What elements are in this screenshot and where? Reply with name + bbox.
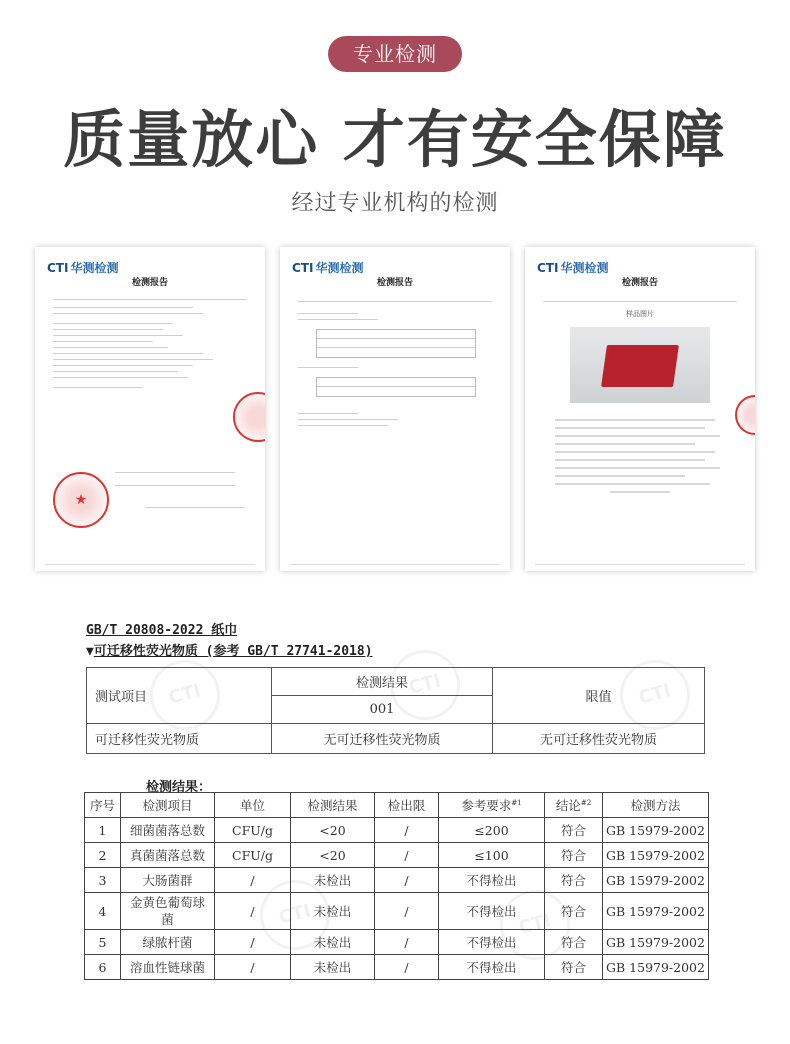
table-row: 3 大肠菌群 / 未检出 / 不得检出 符合 GB 15979-2002 [85, 868, 709, 893]
table-row: 1 细菌菌落总数 CFU/g <20 / ≤200 符合 GB 15979-2002 [85, 818, 709, 843]
row-test-result: 无可迁移性荧光物质 [272, 724, 493, 754]
standard-title: GB/T 20808-2022 纸巾 [86, 623, 238, 638]
header-limit: 限值 [493, 668, 705, 724]
watermark: CTI [142, 652, 228, 738]
sample-photo-label: 样品图片 [626, 310, 654, 318]
header-sample-id: 001 [272, 696, 493, 724]
table-row: 6 溶血性链球菌 / 未检出 / 不得检出 符合 GB 15979-2002 [85, 955, 709, 980]
table-row: 4 金黄色葡萄球菌 / 未检出 / 不得检出 符合 GB 15979-2002 [85, 893, 709, 930]
col-result: 检测结果 [291, 793, 375, 818]
official-stamp-partial [735, 395, 755, 435]
col-item: 检测项目 [121, 793, 215, 818]
watermark: CTI [382, 642, 468, 728]
table-row: 2 真菌菌落总数 CFU/g <20 / ≤100 符合 GB 15979-2002 [85, 843, 709, 868]
col-ref: 参考要求$^{\#1}$ [439, 793, 545, 818]
col-conclusion: 结论$^{\#2}$ [545, 793, 603, 818]
watermark: CTI [252, 872, 338, 958]
header-test-item: 测试项目 [87, 668, 272, 724]
watermark: CTI [612, 652, 698, 738]
table-row: 5 绿脓杆菌 / 未检出 / 不得检出 符合 GB 15979-2002 [85, 930, 709, 955]
report-card-cover [35, 247, 265, 571]
report-card-fluorescence [280, 247, 510, 571]
page-subline: 经过专业机构的检测 [291, 191, 499, 216]
official-stamp: ★ [53, 472, 109, 528]
report-title: 检测报告 [376, 278, 413, 288]
fluorescence-table [86, 667, 705, 754]
report-title: 检测报告 [621, 278, 658, 288]
page-headline: 质量放心 才有安全保障 [63, 103, 727, 176]
col-no: 序号 [85, 793, 121, 818]
report-card-sample-photo [525, 247, 755, 571]
report-title: 检测报告 [131, 278, 168, 288]
row-limit: 无可迁移性荧光物质 [493, 724, 705, 754]
col-method: 检测方法 [603, 793, 709, 818]
col-limit: 检出限 [375, 793, 439, 818]
cti-logo: CTI 华测检测 [537, 261, 609, 275]
red-paper-sample [601, 345, 679, 387]
section-badge: 专业检测 [328, 36, 462, 72]
microbial-results-table [84, 792, 709, 980]
cti-logo: CTI 华测检测 [292, 261, 364, 275]
cti-logo: CTI 华测检测 [47, 261, 119, 275]
results-label: 检测结果： [146, 780, 212, 795]
watermark: CTI [492, 882, 578, 968]
row-test-item: 可迁移性荧光物质 [87, 724, 272, 754]
standard-subtitle: ▼可迁移性荧光物质 (参考 GB/T 27741-2018) [86, 644, 373, 659]
sample-photo [570, 327, 710, 403]
arrow-down-icon: ▼ [86, 644, 94, 659]
official-stamp-partial [233, 392, 265, 442]
header-test-result: 检测结果 [272, 668, 493, 696]
col-unit: 单位 [215, 793, 291, 818]
